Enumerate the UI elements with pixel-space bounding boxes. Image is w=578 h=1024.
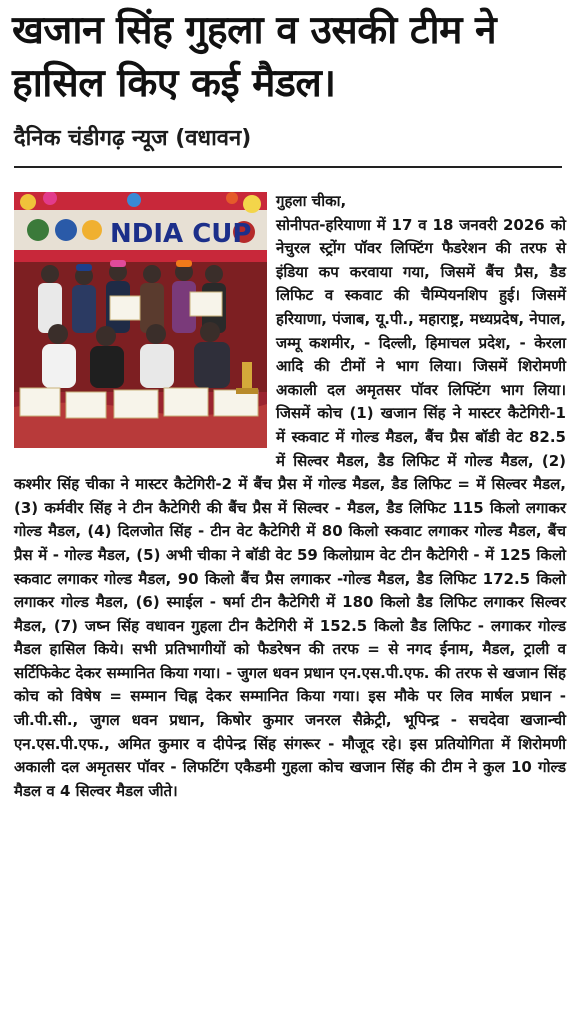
- banner-text: NDIA CUP: [110, 219, 252, 249]
- dateline: गुहला चीका,: [276, 192, 347, 210]
- headline: खजान सिंह गुहला व उसकी टीम ने हासिल किए कई मैडल।: [12, 8, 497, 106]
- byline: दैनिक चंडीगढ़ न्यूज (वधावन): [14, 126, 252, 151]
- article-text: सोनीपत-हरियाणा में 17 व 18 जनवरी 2026 को नेचुरल स्ट्रोंग पॉवर लिफ्टिंग फैडरेशन की तरफ से इंडिया कप करवाया गया, जिसमें बैंच प्रैस, डैड लिफिट व स्कवाट की चैम्पियनशिप हुई। जिसमें हरियाणा, पंजाब, यू.पी., महाराष्ट्र, मध्यप्रदेष, नेपाल, जम्मू कशमीर, - दिल्ली, हिमाचल प्रदेश, - केरला आदि की टीमों ने भाग लिया। जिसमें शिरोमणी अकाली दल अमृतसर पॉवर लिफ्टिंग भाग लिया। जिसमें कोच (1) खजान सिंह ने मास्टर कैटेगिरी-1 में स्कवाट में गोल्ड मैडल, बैंच प्रैस बॉडी वेट 82.5 में सिल्वर मैडल, डैड लिफिट में गोल्ड मैडल, (2) कश्मीर सिंह चीका ने मास्टर कैटेगिरी-2 में बैंच प्रैस में गोल्ड मैडल, डैड लिफिट = में सिल्वर मैडल, (3) कर्मवीर सिंह ने टीन कैटेगिरी की बैंच प्रैस में सिल्वर - मैडल, डैड लिफिट 115 किलो लगाकर गोल्ड मैडल, (4) दिलजोत सिंह - टीन वेट कैटेगिरी में 80 किलो स्कवाट लगाकर गोल्ड मैडल, बैंच प्रैस में - गोल्ड मैडल, (5) अभी चीका ने बॉडी वेट 59 किलोग्राम वेट टीन कैटेगिरी - में 125 किलो स्कवाट लगाकर गोल्ड मैडल, 90 किलो बैंच प्रैस लगाकर -गोल्ड मैडल, डैड लिफिट 172.5 किलो लगाकर गोल्ड मैडल, (6) स्माईल - षर्मा टीन कैटेगिरी में 180 किलो डैड लिफिट लगाकर सिल्वर मैडल, (7) जष्न सिंह वधावन गुहला टीन कैटेगिरी में 152.5 किलो डैड लिफिट - लगाकर गोल्ड मैडल हासिल किये। सभी प्रतिभागीयों को फैडरेषन की तरफ = से नगद ईनाम, मैडल, ट्राली व सर्टिफिकेट देकर सम्मानित किया गया। - जुगल धवन प्रधान एन.एस.पी.एफ. की तरफ से खजान सिंह कोच को विषेष = सम्मान चिह्न देकर सम्मानित किया गया। इस मौके पर लिव मार्षल प्रधान - जी.पी.सी., जुगल धवन प्रधान, किषोर कुमार जनरल सैक्रेट्री, भूपिन्द्र - सचदेवा खजान्ची एन.एस.पी.एफ., अमित कुमार व दीपेन्द्र सिंह संगरूर - मौजूद रहे। इस प्रतियोगिता में शिरोमणी अकाली दल अमृतसर पॉवर - लिफटिंग एकैडमी गुहला कोच खजान सिंह की टीम ने कुल 10 गोल्ड मैडल व 4 सिल्वर मैडल जीते।: [14, 215, 566, 800]
- article-body: [14, 190, 566, 803]
- photo-spacer: [14, 190, 276, 450]
- divider: [14, 166, 562, 168]
